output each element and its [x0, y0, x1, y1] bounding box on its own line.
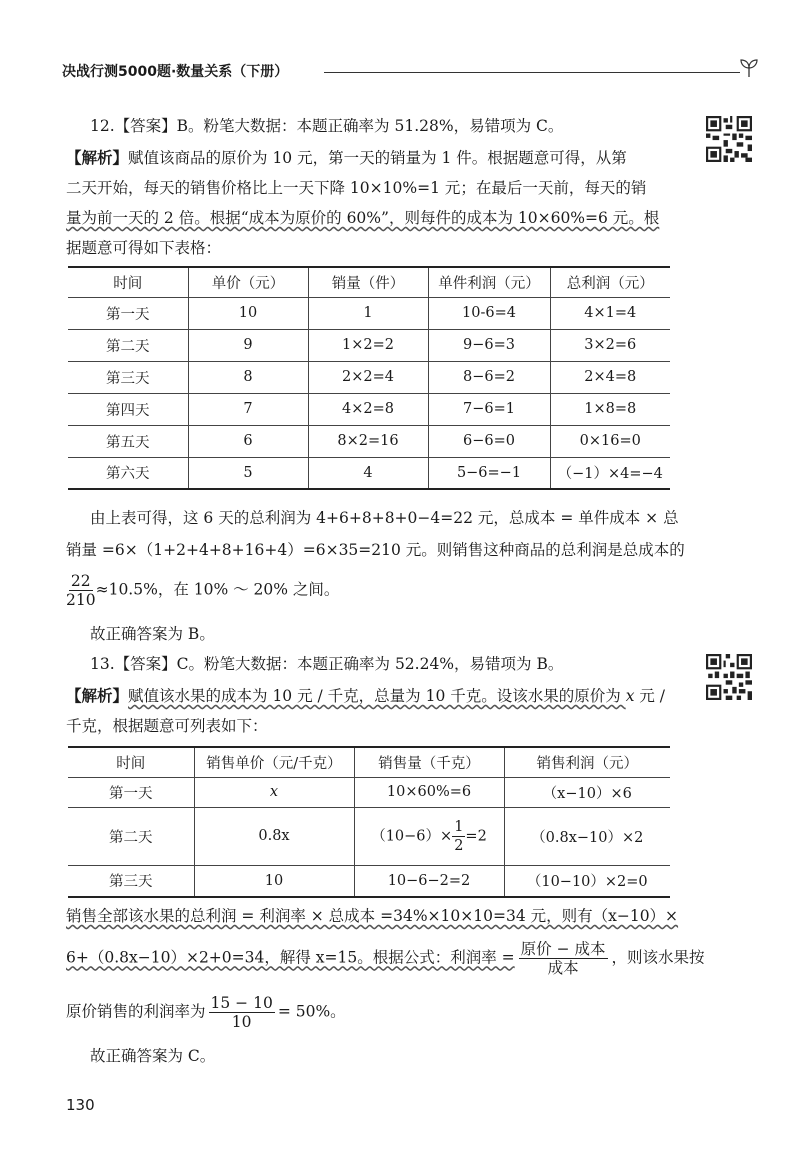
table-cell: 6−6=0 [428, 425, 550, 457]
table-row [68, 393, 670, 425]
table-cell: 9−6=3 [428, 329, 550, 361]
fraction-denominator: 成本 [547, 959, 579, 977]
running-header [62, 58, 760, 84]
table-cell: 第五天 [68, 425, 188, 457]
header-rule [324, 72, 740, 73]
table-cell: 第二天 [68, 807, 194, 865]
table-cell: （10−10）×2=0 [504, 865, 670, 897]
table-header-cell: 时间 [68, 267, 188, 297]
table-header-cell: 销售单价（元/千克） [194, 747, 354, 777]
table-cell: 8−6=2 [428, 361, 550, 393]
fraction-denominator: 10 [231, 1013, 252, 1031]
q13-solution-line-1: 销售全部该水果的总利润 = 利润率 × 总成本 =34%×10×10=34 元，则有（x−10）× [66, 907, 679, 925]
q12-analysis-line-1 [66, 148, 627, 168]
fraction-denominator: 210 [66, 591, 96, 609]
table-cell: 2×2=4 [308, 361, 428, 393]
q13-answer-heading: 13.【答案】C。粉笔大数据：本题正确率为 52.24%，易错项为 B。 [90, 655, 564, 673]
table-cell: 6 [188, 425, 308, 457]
table-cell: 5 [188, 457, 308, 489]
table-cell: 1×2=2 [308, 329, 428, 361]
table-cell: 10×60%=6 [354, 777, 504, 807]
analysis-label: 【解析】 [66, 686, 129, 705]
fraction-22-over-210 [66, 572, 96, 609]
table-cell: （−1）×4=−4 [550, 457, 670, 489]
table-cell: 0.8x [194, 807, 354, 865]
table-cell: 4×2=8 [308, 393, 428, 425]
table-cell: 9 [188, 329, 308, 361]
equation-text: 6+（0.8x−10）×2+0=34，解得 x=15。根据公式：利润率 = [66, 948, 515, 967]
table-cell: 10 [194, 865, 354, 897]
fraction-denominator: 2 [454, 837, 464, 854]
table-cell: 第二天 [68, 329, 188, 361]
qr-code-icon[interactable] [706, 654, 752, 700]
table-cell: 10−6−2=2 [354, 865, 504, 897]
fraction-numerator: 原价 − 成本 [520, 940, 606, 958]
equation-tail: ，则该水果按 [611, 948, 705, 967]
table-row [68, 457, 670, 489]
table-cell: 第四天 [68, 393, 188, 425]
table-cell: 7 [188, 393, 308, 425]
q13-analysis-line-2: 千克，根据题意可列表如下： [66, 717, 268, 735]
book-title: 决战行测5000题·数量关系（下册） [62, 64, 289, 80]
table-cell: 4×1=4 [550, 297, 670, 329]
q12-profit-table [68, 266, 670, 490]
q13-fruit-table [68, 746, 670, 898]
table-cell [354, 807, 504, 865]
q12-answer-heading: 12.【答案】B。粉笔大数据：本题正确率为 51.28%，易错项为 C。 [90, 117, 564, 135]
table-header-row [68, 747, 670, 777]
qr-code-icon[interactable] [706, 116, 752, 162]
table-cell: 第三天 [68, 361, 188, 393]
variable-x: x [625, 687, 635, 705]
table-row [68, 807, 670, 865]
fraction-numerator: 22 [70, 572, 91, 590]
approx-text: ≈10.5%，在 10% ～ 20% 之间。 [95, 580, 340, 599]
table-cell: 4 [308, 457, 428, 489]
table-header-cell: 单价（元） [188, 267, 308, 297]
table-row [68, 329, 670, 361]
rate-result: = 50%。 [277, 1002, 346, 1021]
analysis-text: 赋值该水果的成本为 10 元 / 千克，总量为 10 千克。设该水果的原价为 [128, 687, 626, 705]
q13-analysis-line-1 [66, 686, 665, 706]
table-cell: 第六天 [68, 457, 188, 489]
table-cell: （x−10）×6 [504, 777, 670, 807]
q13-solution-line-3 [66, 994, 346, 1031]
table-cell: 第一天 [68, 777, 194, 807]
table-row [68, 865, 670, 897]
q12-conclusion-line-2: 销量 =6×（1+2+4+8+16+4）=6×35=210 元。则销售这种商品的总利润是总成本的 [66, 541, 685, 559]
analysis-label: 【解析】 [66, 148, 129, 167]
fraction-numerator: 15 − 10 [210, 994, 273, 1012]
cell-text: （10−6）× [371, 828, 453, 844]
table-cell: 第一天 [68, 297, 188, 329]
q13-solution-line-2 [66, 940, 705, 977]
table-row [68, 361, 670, 393]
table-cell: 5−6=−1 [428, 457, 550, 489]
table-row [68, 777, 670, 807]
table-cell: 第三天 [68, 865, 194, 897]
table-header-cell: 销量（件） [308, 267, 428, 297]
q12-conclusion-line-3 [66, 572, 339, 609]
table-header-cell: 销售量（千克） [354, 747, 504, 777]
page-number: 130 [66, 1096, 95, 1114]
fraction-one-half [452, 818, 465, 855]
q13-final-answer: 故正确答案为 C。 [90, 1047, 216, 1065]
table-cell: 3×2=6 [550, 329, 670, 361]
table-cell: 10-6=4 [428, 297, 550, 329]
fraction-profit-rate-formula [519, 940, 608, 977]
q12-analysis-line-3: 量为前一天的 2 倍。根据“成本为原价的 60%”，则每件的成本为 10×60%=6 元。根 [66, 209, 660, 227]
table-cell: 2×4=8 [550, 361, 670, 393]
cell-text-tail: =2 [465, 828, 487, 844]
table-header-cell: 单件利润（元） [428, 267, 550, 297]
sprout-icon [738, 58, 760, 78]
table-cell: 0×16=0 [550, 425, 670, 457]
rate-text: 原价销售的利润率为 [66, 1002, 206, 1021]
table-cell: 7−6=1 [428, 393, 550, 425]
table-cell: （0.8x−10）×2 [504, 807, 670, 865]
table-header-cell: 时间 [68, 747, 194, 777]
table-row [68, 297, 670, 329]
analysis-text-tail: 元 / [634, 687, 666, 705]
table-cell: 1×8=8 [550, 393, 670, 425]
q12-final-answer: 故正确答案为 B。 [90, 625, 215, 643]
table-cell: 10 [188, 297, 308, 329]
fraction-rate-value [209, 994, 275, 1031]
q12-conclusion-line-1: 由上表可得，这 6 天的总利润为 4+6+8+8+0−4=22 元，总成本 = 单件成本 × 总 [90, 509, 679, 527]
analysis-text: 赋值该商品的原价为 10 元，第一天的销量为 1 件。根据题意可得，从第 [128, 149, 627, 167]
q12-analysis-line-4: 据题意可得如下表格： [66, 239, 222, 257]
table-cell: 1 [308, 297, 428, 329]
table-cell: 8×2=16 [308, 425, 428, 457]
table-cell: 8 [188, 361, 308, 393]
table-row [68, 425, 670, 457]
table-header-cell: 总利润（元） [550, 267, 670, 297]
fraction-numerator: 1 [454, 818, 464, 835]
table-header-cell: 销售利润（元） [504, 747, 670, 777]
q12-analysis-line-2: 二天开始，每天的销售价格比上一天下降 10×10%=1 元；在最后一天前，每天的销 [66, 179, 647, 197]
table-cell: x [194, 777, 354, 807]
table-header-row [68, 267, 670, 297]
